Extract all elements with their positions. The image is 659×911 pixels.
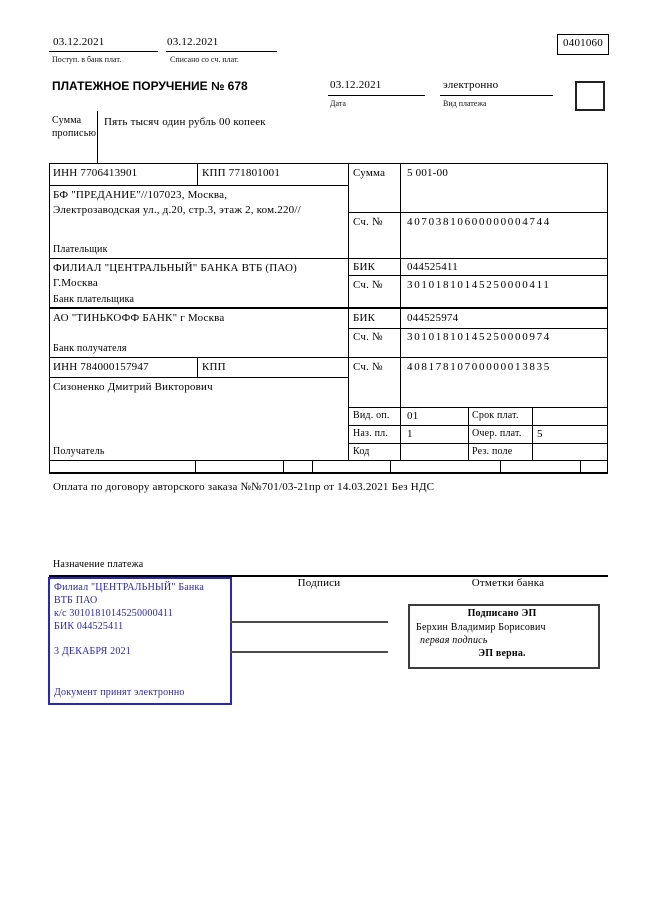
purpose-text: Оплата по договору авторского заказа №№701/03-21пр от 14.03.2021 Без НДС (53, 481, 435, 493)
payee-bank-acc-value: 30101810145250000974 (407, 331, 551, 343)
stub-divider-6 (580, 460, 581, 473)
stub-divider-3 (312, 460, 313, 473)
amount-words-divider (97, 111, 98, 163)
amount-label: Сумма (353, 167, 386, 179)
payer-bank-acc-label: Сч. № (353, 279, 383, 291)
payee-name: Сизоненко Дмитрий Викторович (53, 381, 213, 393)
payer-section-border (49, 258, 608, 259)
payee-bank-bik-value: 044525974 (407, 312, 459, 324)
payee-bank-bik-border (348, 328, 608, 329)
payee-acc-value: 40817810700000013835 (407, 361, 551, 373)
esign-verdict: ЭП верна. (478, 648, 526, 659)
payer-account-value: 40703810600000004744 (407, 216, 551, 228)
order-value: 5 (537, 428, 543, 440)
stamp-footer: Документ принят электронно (54, 687, 185, 698)
payment-kind-underline (440, 95, 553, 96)
payment-kind-label: Вид платежа (443, 99, 487, 108)
purpose-label: Назначение платежа (53, 559, 144, 570)
signature-line-1 (230, 621, 388, 623)
received-date-value: 03.12.2021 (53, 36, 105, 48)
order-value-divider (532, 407, 533, 460)
stamp-date: 3 ДЕКАБРЯ 2021 (54, 646, 131, 657)
stamp-line-2: ВТБ ПАО (54, 595, 98, 606)
amount-row-border (348, 212, 608, 213)
payer-kpp: КПП 771801001 (202, 167, 281, 179)
priority-checkbox (575, 81, 605, 111)
op-value-divider (468, 407, 469, 460)
order-label: Очер. плат. (472, 428, 522, 439)
table-left-border (49, 163, 50, 474)
payee-bank-acc-label: Сч. № (353, 331, 383, 343)
payer-bank-bik-border (348, 275, 608, 276)
stub-divider-1 (195, 460, 196, 473)
naz-value: 1 (407, 428, 413, 440)
payer-bank-bik-value: 044525411 (407, 261, 458, 273)
payer-inn: ИНН 7706413901 (53, 167, 138, 179)
payer-inn-row-border (49, 185, 348, 186)
debited-date-underline (166, 51, 277, 52)
stub-divider-4 (390, 460, 391, 473)
amount-words-label: Сумма прописью (52, 115, 97, 139)
date-underline (328, 95, 425, 96)
payee-inn: ИНН 784000157947 (53, 361, 149, 373)
payee-bank-label: Банк получателя (53, 343, 127, 354)
op-row-top-border (348, 407, 608, 408)
payee-acc-label: Сч. № (353, 361, 383, 373)
amount-value: 5 001-00 (407, 167, 449, 179)
payee-bank-name: АО "ТИНЬКОФФ БАНК" г Москва (53, 312, 225, 324)
payee-inn-row-border (49, 377, 348, 378)
table-right-border (607, 163, 608, 474)
date-value: 03.12.2021 (330, 79, 382, 91)
naz-row-border (348, 425, 608, 426)
bank-marks-label: Отметки банка (471, 577, 545, 589)
payer-bank-name: ФИЛИАЛ "ЦЕНТРАЛЬНЫЙ" БАНКА ВТБ (ПАО) Г.Москва (53, 262, 298, 289)
res-field-label: Рез. поле (472, 446, 513, 457)
payer-inn-kpp-divider (197, 163, 198, 185)
payee-bank-section-border (49, 357, 608, 358)
amount-words-value: Пять тысяч один рубль 00 копеек (104, 116, 266, 128)
table-bottom-border (49, 460, 608, 461)
payment-kind-value: электронно (443, 79, 499, 91)
debited-date-label: Списано со сч. плат. (170, 55, 239, 64)
received-date-underline (49, 51, 158, 52)
esign-signature-kind: первая подпись (420, 635, 488, 646)
form-code-box: 0401060 (557, 34, 609, 55)
table-top-border (49, 163, 608, 164)
value-column-divider (400, 163, 401, 460)
payer-bank-label: Банк плательщика (53, 294, 135, 305)
stamp-correspondent-account: к/с 30101810145250000411 (54, 608, 174, 619)
payee-inn-kpp-divider (197, 357, 198, 377)
signature-line-2 (230, 651, 388, 653)
received-date-label: Поступ. в банк плат. (52, 55, 122, 64)
payer-name: БФ "ПРЕДАНИЕ"//107023, Москва, Электрозаводская ул., д.20, стр.3, этаж 2, ком.220// (53, 189, 301, 216)
payee-label: Получатель (53, 446, 105, 457)
code-row-border (348, 443, 608, 444)
stamp-line-1: Филиал "ЦЕНТРАЛЬНЫЙ" Банка (54, 582, 205, 593)
payer-bank-acc-value: 30101810145250000411 (407, 279, 551, 291)
stub-row-bottom-border (49, 472, 608, 474)
payer-account-label: Сч. № (353, 216, 383, 228)
debited-date-value: 03.12.2021 (167, 36, 219, 48)
payee-kpp-label: КПП (202, 361, 226, 373)
term-label: Срок плат. (472, 410, 519, 421)
code-label: Код (353, 446, 370, 457)
esign-title: Подписано ЭП (467, 608, 537, 619)
document-title: ПЛАТЕЖНОЕ ПОРУЧЕНИЕ № 678 (52, 79, 248, 93)
payer-bank-section-border (49, 307, 608, 309)
op-type-label: Вид. оп. (353, 410, 390, 421)
payer-label: Плательщик (53, 244, 108, 255)
naz-label: Наз. пл. (353, 428, 389, 439)
signatures-label: Подписи (297, 577, 341, 589)
esign-signer-name: Берхин Владимир Борисович (416, 622, 546, 633)
stamp-bik: БИК 044525411 (54, 621, 124, 632)
stub-divider-5 (500, 460, 501, 473)
payer-bank-bik-label: БИК (353, 261, 376, 273)
op-type-value: 01 (407, 410, 419, 422)
payee-bank-bik-label: БИК (353, 312, 376, 324)
date-label: Дата (330, 99, 346, 108)
label-column-divider (348, 163, 349, 460)
stub-divider-2 (283, 460, 284, 473)
